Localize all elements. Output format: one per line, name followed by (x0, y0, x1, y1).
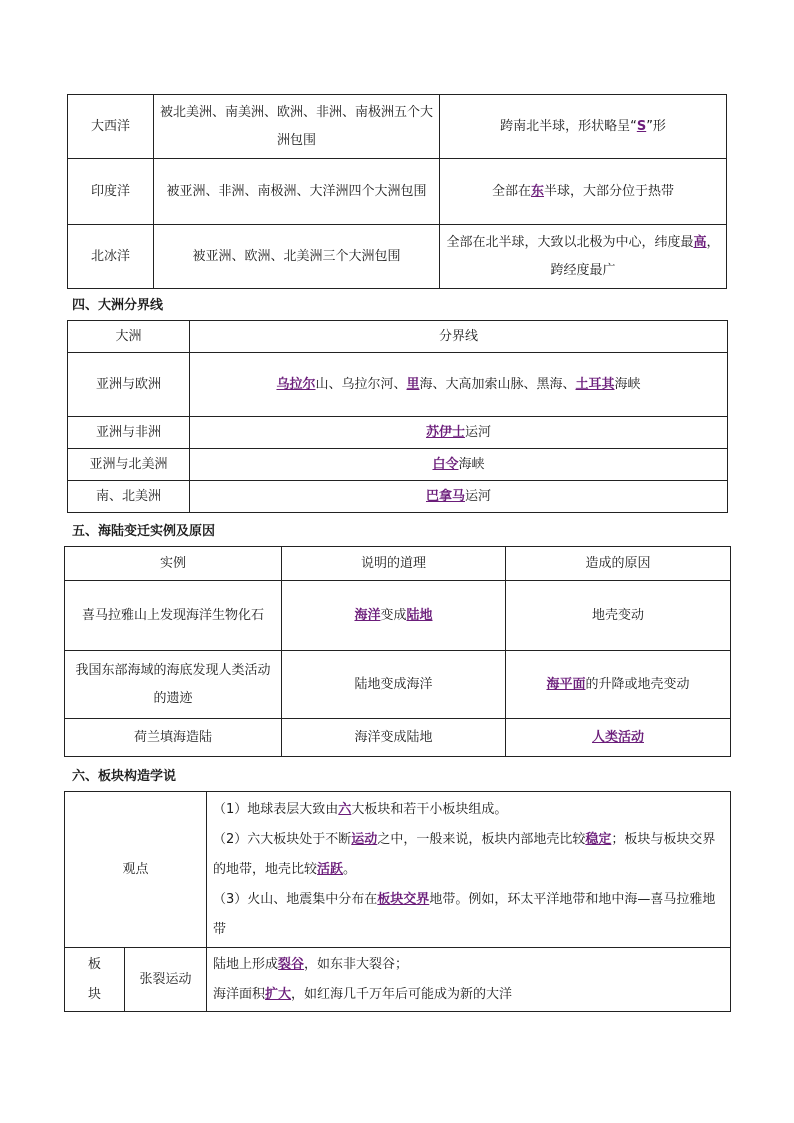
continent-pair: 亚洲与非洲 (68, 417, 190, 449)
feature-text: ”形 (646, 118, 666, 134)
change-row (65, 651, 731, 719)
example-cell: 我国东部海域的海底发现人类活动的遗迹 (65, 651, 282, 719)
rift-item (213, 950, 724, 980)
highlighted-answer: 板块交界 (377, 891, 430, 907)
oceans-table (67, 94, 727, 289)
ocean-surround: 被亚洲、非洲、南极洲、大洋洲四个大洲包围 (154, 159, 440, 225)
text-segment: ；板块与板块交界的地带，地壳比较 (213, 831, 716, 877)
plate-label-char: 板 (87, 956, 101, 972)
rift-item (213, 980, 724, 1010)
ocean-row (68, 159, 727, 225)
viewpoint-item (213, 885, 724, 945)
ocean-surround: 被亚洲、欧洲、北美洲三个大洲包围 (154, 225, 440, 289)
ocean-feature (440, 225, 727, 289)
ocean-row (68, 225, 727, 289)
example-cell: 喜马拉雅山上发现海洋生物化石 (65, 581, 282, 651)
column-header: 大洲 (68, 321, 190, 353)
column-header: 实例 (65, 547, 282, 581)
boundary-row (68, 481, 728, 513)
text-segment: 运河 (465, 488, 492, 504)
feature-text: 全部在 (491, 183, 531, 199)
ocean-name: 北冰洋 (68, 225, 154, 289)
text-segment: 陆地变成海洋 (354, 676, 433, 692)
table-header-row (65, 547, 731, 581)
continent-pair: 南、北美洲 (68, 481, 190, 513)
highlighted-answer: 海平面 (546, 676, 586, 692)
viewpoint-item (213, 825, 724, 885)
text-segment: 之中，一般来说，板块内部地壳比较 (377, 831, 586, 847)
feature-text: 全部在北半球，大致以北极为中心，纬度最 (446, 234, 694, 250)
section-heading: 四、大洲分界线 (72, 298, 164, 313)
highlighted-answer: 海洋 (354, 607, 381, 623)
ocean-row (68, 95, 727, 159)
rift-content (207, 948, 731, 1012)
text-segment: 地壳变动 (591, 607, 644, 623)
highlighted-answer: 乌拉尔 (276, 376, 316, 392)
viewpoint-label: 观点 (65, 792, 207, 948)
text-segment: 海、大高加索山脉、黑海、 (419, 376, 576, 392)
ocean-feature (440, 159, 727, 225)
section-heading: 六、板块构造学说 (72, 769, 177, 784)
example-cell: 荷兰填海造陆 (65, 719, 282, 757)
highlighted-answer: 土耳其 (575, 376, 615, 392)
text-segment: ，如东非大裂谷； (304, 956, 409, 972)
boundary-row (68, 353, 728, 417)
plate-motion-row (65, 948, 731, 1012)
highlighted-answer: 活跃 (317, 861, 344, 877)
principle-cell (282, 719, 506, 757)
highlighted-answer: 扩大 (265, 986, 292, 1002)
feature-highlight: 高 (693, 234, 707, 250)
text-segment: 的升降或地壳变动 (585, 676, 690, 692)
boundary-cell (190, 449, 728, 481)
plate-tectonics-table (64, 791, 731, 1012)
ocean-name: 印度洋 (68, 159, 154, 225)
cause-cell (506, 651, 731, 719)
boundary-row (68, 417, 728, 449)
text-segment: （2）六大板块处于不断 (213, 831, 352, 847)
feature-text: 半球，大部分位于热带 (544, 183, 675, 199)
feature-text: ，跨经度最广 (550, 234, 720, 278)
column-header: 造成的原因 (506, 547, 731, 581)
boundary-cell (190, 481, 728, 513)
text-segment: ，如红海几千万年后可能成为新的大洋 (291, 986, 513, 1002)
rift-label: 张裂运动 (125, 948, 207, 1012)
viewpoint-item (213, 795, 724, 825)
ocean-feature (440, 95, 727, 159)
highlighted-answer: 巴拿马 (425, 488, 465, 504)
column-header: 说明的道理 (282, 547, 506, 581)
text-segment: 陆地上形成 (213, 956, 279, 972)
text-segment: 海洋面积 (213, 986, 266, 1002)
change-row (65, 719, 731, 757)
table-header-row (68, 321, 728, 353)
boundary-cell (190, 353, 728, 417)
highlighted-answer: 运动 (351, 831, 378, 847)
text-segment: （1）地球表层大致由 (213, 801, 339, 817)
highlighted-answer: 苏伊士 (425, 424, 465, 440)
continent-pair: 亚洲与北美洲 (68, 449, 190, 481)
text-segment: 大板块和若干小板块组成。 (351, 801, 508, 817)
feature-text: 跨南北半球，形状略呈“ (500, 118, 637, 134)
feature-highlight: S (636, 118, 647, 134)
highlighted-answer: 里 (406, 376, 420, 392)
text-segment: 变成 (380, 607, 407, 623)
continent-pair: 亚洲与欧洲 (68, 353, 190, 417)
continent-boundary-table (67, 320, 728, 513)
boundary-cell (190, 417, 728, 449)
text-segment: 海洋变成陆地 (354, 729, 433, 745)
text-segment: 海峡 (614, 376, 641, 392)
highlighted-answer: 六 (338, 801, 352, 817)
land-sea-change-table (64, 546, 731, 757)
viewpoint-row (65, 792, 731, 948)
text-segment: 地带。例如，环太平洋地带和地中海—喜马拉雅地带 (213, 891, 716, 937)
change-row (65, 581, 731, 651)
text-segment: 运河 (465, 424, 492, 440)
viewpoint-content (207, 792, 731, 948)
boundary-row (68, 449, 728, 481)
text-segment: 山、乌拉尔河、 (315, 376, 407, 392)
plate-label-char: 块 (87, 986, 101, 1002)
column-header: 分界线 (190, 321, 728, 353)
highlighted-answer: 白令 (432, 456, 459, 472)
text-segment: （3）火山、地震集中分布在 (213, 891, 378, 907)
ocean-name: 大西洋 (68, 95, 154, 159)
highlighted-answer: 稳定 (585, 831, 612, 847)
principle-cell (282, 651, 506, 719)
highlighted-answer: 裂谷 (278, 956, 305, 972)
highlighted-answer: 陆地 (406, 607, 433, 623)
highlighted-answer: 人类活动 (591, 729, 644, 745)
cause-cell (506, 719, 731, 757)
principle-cell (282, 581, 506, 651)
text-segment: 海峡 (458, 456, 485, 472)
cause-cell (506, 581, 731, 651)
feature-highlight: 东 (530, 183, 544, 199)
section-heading: 五、海陆变迁实例及原因 (72, 524, 216, 539)
plate-label (65, 948, 125, 1012)
text-segment: 。 (343, 861, 357, 877)
ocean-surround: 被北美洲、南美洲、欧洲、非洲、南极洲五个大洲包围 (154, 95, 440, 159)
